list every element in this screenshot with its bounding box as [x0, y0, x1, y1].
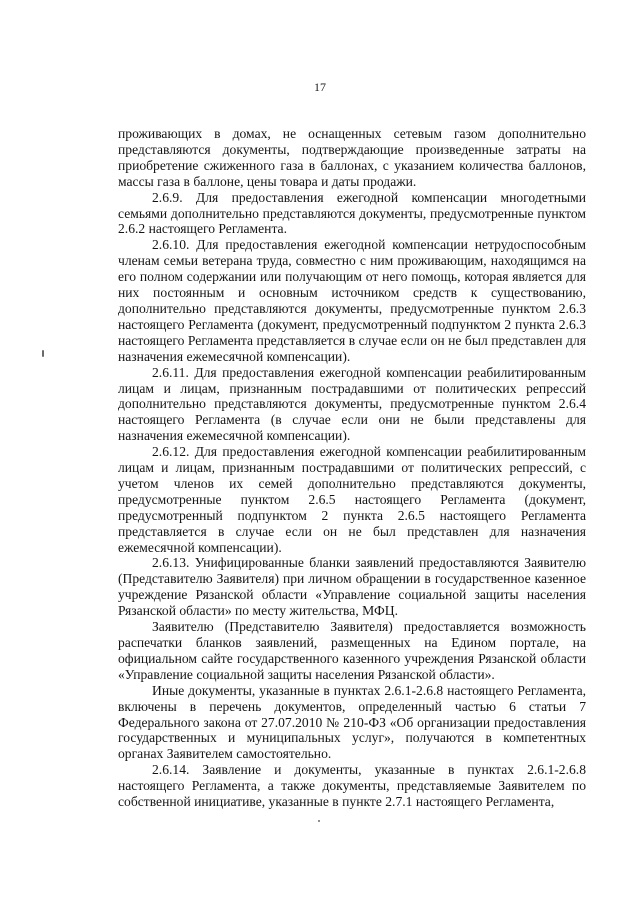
paragraph-other-documents: Иные документы, указанные в пунктах 2.6.1-2.6.8 настоящего Регламента, включены в перечень документов, определенный частью 6 статьи 7 Федерального закона от 27.07.2010 № 210-ФЗ «Об организации предоставления государственных и муниципальных услуг», получаются в компетентных органах Заявителем самостоятельно.	[118, 682, 586, 762]
paragraph-2-6-12: 2.6.12. Для предоставления ежегодной компенсации реабилитированным лицам и лицам, признанным пострадавшими от политических репрессий, с учетом членов их семей дополнительно представляются документы, предусмотренные пунктом 2.6.5 настоящего Регламента (документ, предусмотренный подпунктом 2 пункта 2.6.5 настоящего Регламента представляется в случае если он не был представлен для назначения ежемесячной компенсации).	[118, 444, 586, 555]
paragraph-2-6-10: 2.6.10. Для предоставления ежегодной компенсации нетрудоспособным членам семьи ветерана труда, совместно с ним проживающим, находящимся на его полном содержании или получающим от него помощь, которая является для них постоянным и основным источником средств к существованию, дополнительно представляются документы, предусмотренные пунктом 2.6.3 настоящего Регламента (документ, предусмотренный подпунктом 2 пункта 2.6.3 настоящего Регламента представляется в случае если он не был представлен для назначения ежемесячной компенсации).	[118, 237, 586, 364]
paragraph-2-6-14: 2.6.14. Заявление и документы, указанные в пунктах 2.6.1-2.6.8 настоящего Регламента, а также документы, представляемые Заявителем по собственной инициативе, указанные в пункте 2.7.1 настоящего Регламента,	[118, 762, 586, 810]
page-number: 17	[314, 80, 326, 94]
paragraph-2-6-11: 2.6.11. Для предоставления ежегодной компенсации реабилитированным лицам и лицам, признанным пострадавшими от политических репрессий дополнительно представляются документы, предусмотренные пунктом 2.6.4 настоящего Регламента (в случае если они не были представлены для назначения ежемесячной компенсации).	[118, 364, 586, 444]
scan-mark-left	[42, 350, 44, 357]
paragraph-portal-forms: Заявителю (Представителю Заявителя) предоставляется возможность распечатки бланков заявлений, размещенных на Едином портале, на официальном сайте государственного казенного учреждения Рязанской области «Управление социальной защиты населения Рязанской области».	[118, 619, 586, 682]
paragraph-2-6-13: 2.6.13. Унифицированные бланки заявлений предоставляются Заявителю (Представителю Заявителя) при личном обращении в государственное казенное учреждение Рязанской области «Управление социальной защиты населения Рязанской области» по месту жительства, МФЦ.	[118, 555, 586, 619]
document-body	[118, 126, 586, 810]
paragraph-2-6-9: 2.6.9. Для предоставления ежегодной компенсации многодетными семьями дополнительно представляются документы, предусмотренные пунктом 2.6.2 настоящего Регламента.	[118, 189, 586, 237]
paragraph-continuation: проживающих в домах, не оснащенных сетевым газом дополнительно представляются документы, подтверждающие произведенные затраты на приобретение сжиженного газа в баллонах, с указанием количества баллонов, массы газа в баллоне, цены товара и даты продажи.	[118, 126, 586, 189]
scan-mark-bottom	[318, 820, 320, 822]
